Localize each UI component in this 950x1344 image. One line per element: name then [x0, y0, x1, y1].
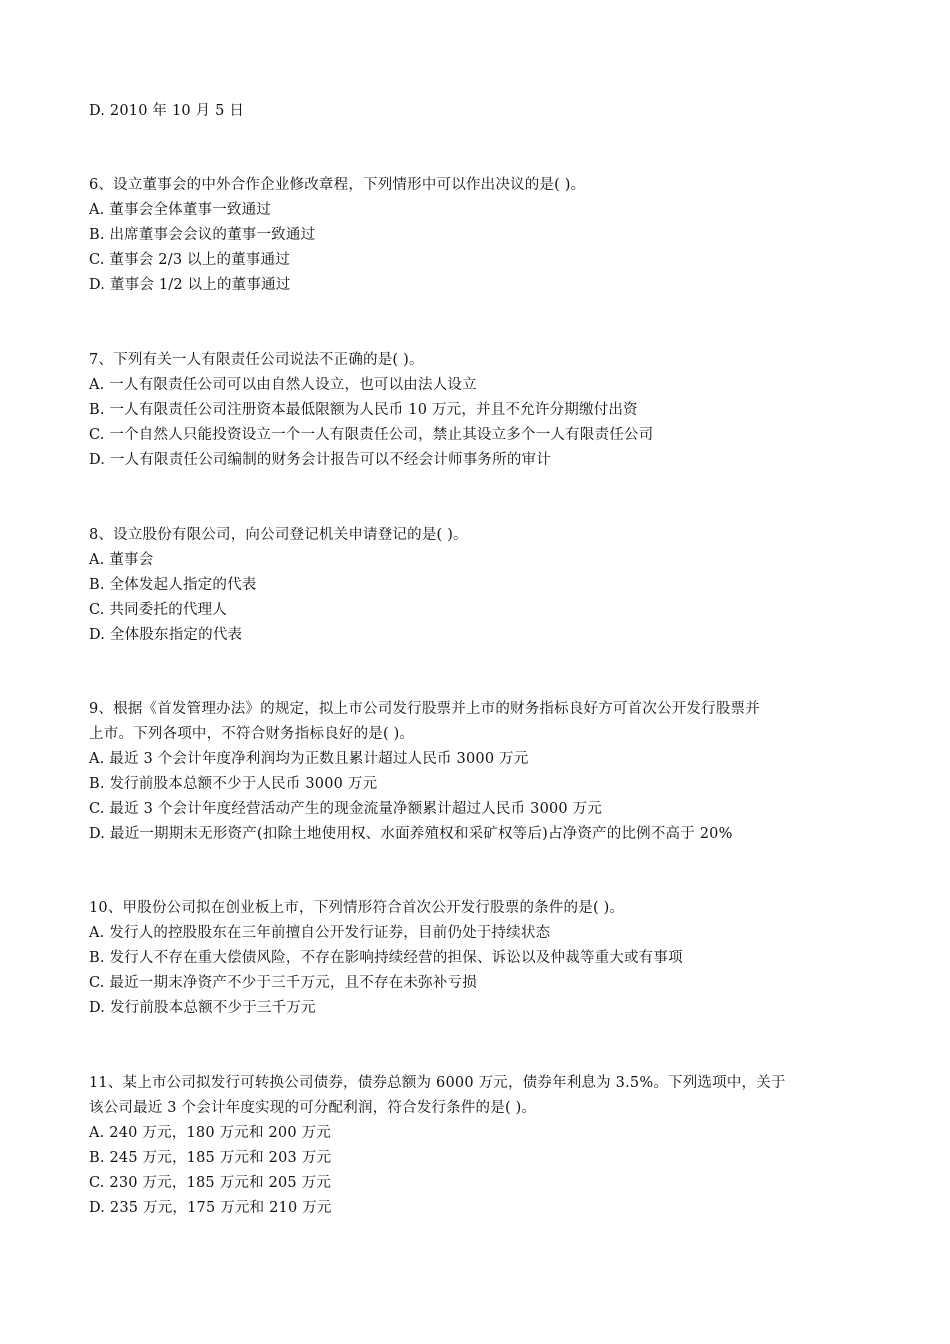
question-11-option-b: B. 245 万元，185 万元和 203 万元 — [89, 1150, 332, 1166]
question-7-option-d: D. 一人有限责任公司编制的财务会计报告可以不经会计师事务所的审计 — [89, 452, 551, 468]
question-9-stem-line-2: 上市。下列各项中，不符合财务指标良好的是( )。 — [89, 726, 415, 742]
question-7-option-b: B. 一人有限责任公司注册资本最低限额为人民币 10 万元，并且不允许分期缴付出资 — [89, 402, 638, 418]
question-10-stem: 10、甲股份公司拟在创业板上市，下列情形符合首次公开发行股票的条件的是( )。 — [89, 900, 625, 916]
question-6-stem: 6、设立董事会的中外合作企业修改章程，下列情形中可以作出决议的是( )。 — [89, 177, 586, 193]
question-9-stem-line-1: 9、根据《首发管理办法》的规定，拟上市公司发行股票并上市的财务指标良好方可首次公开发行股票并 — [89, 701, 760, 717]
question-11-option-c: C. 230 万元，185 万元和 205 万元 — [89, 1175, 332, 1191]
question-11-option-a: A. 240 万元，180 万元和 200 万元 — [89, 1125, 331, 1141]
question-8-option-d: D. 全体股东指定的代表 — [89, 627, 243, 643]
question-8-stem: 8、设立股份有限公司，向公司登记机关申请登记的是( )。 — [89, 527, 468, 543]
question-8-option-b: B. 全体发起人指定的代表 — [89, 577, 257, 593]
question-10-option-d: D. 发行前股本总额不少于三千万元 — [89, 1000, 316, 1016]
question-11-option-d: D. 235 万元，175 万元和 210 万元 — [89, 1200, 332, 1216]
question-6-option-d: D. 董事会 1/2 以上的董事通过 — [89, 277, 291, 293]
option-d-previous-question: D. 2010 年 10 月 5 日 — [89, 103, 245, 119]
question-10-option-b: B. 发行人不存在重大偿债风险，不存在影响持续经营的担保、诉讼以及仲裁等重大或有事项 — [89, 950, 683, 966]
question-11-stem-line-2: 该公司最近 3 个会计年度实现的可分配利润，符合发行条件的是( )。 — [89, 1100, 537, 1116]
question-10-option-c: C. 最近一期末净资产不少于三千万元，且不存在未弥补亏损 — [89, 975, 477, 991]
question-9-option-d: D. 最近一期期末无形资产(扣除土地使用权、水面养殖权和采矿权等后)占净资产的比例不高于 20% — [89, 826, 733, 842]
question-7-option-a: A. 一人有限责任公司可以由自然人设立，也可以由法人设立 — [89, 377, 477, 393]
question-7-stem: 7、下列有关一人有限责任公司说法不正确的是( )。 — [89, 352, 424, 368]
question-6-option-a: A. 董事会全体董事一致通过 — [89, 202, 271, 218]
question-10-option-a: A. 发行人的控股股东在三年前擅自公开发行证券，目前仍处于持续状态 — [89, 925, 551, 941]
question-9-option-a: A. 最近 3 个会计年度净利润均为正数且累计超过人民币 3000 万元 — [89, 751, 529, 767]
question-7-option-c: C. 一个自然人只能投资设立一个一人有限责任公司，禁止其设立多个一人有限责任公司 — [89, 427, 654, 443]
question-11-stem-line-1: 11、某上市公司拟发行可转换公司债券，债券总额为 6000 万元，债券年利息为 3.5%。下列选项中，关于 — [89, 1075, 786, 1091]
question-6-option-b: B. 出席董事会会议的董事一致通过 — [89, 227, 316, 243]
question-6-option-c: C. 董事会 2/3 以上的董事通过 — [89, 252, 290, 268]
question-9-option-b: B. 发行前股本总额不少于人民币 3000 万元 — [89, 776, 378, 792]
question-8-option-c: C. 共同委托的代理人 — [89, 602, 227, 618]
question-9-option-c: C. 最近 3 个会计年度经营活动产生的现金流量净额累计超过人民币 3000 万元 — [89, 801, 603, 817]
question-8-option-a: A. 董事会 — [89, 552, 154, 568]
